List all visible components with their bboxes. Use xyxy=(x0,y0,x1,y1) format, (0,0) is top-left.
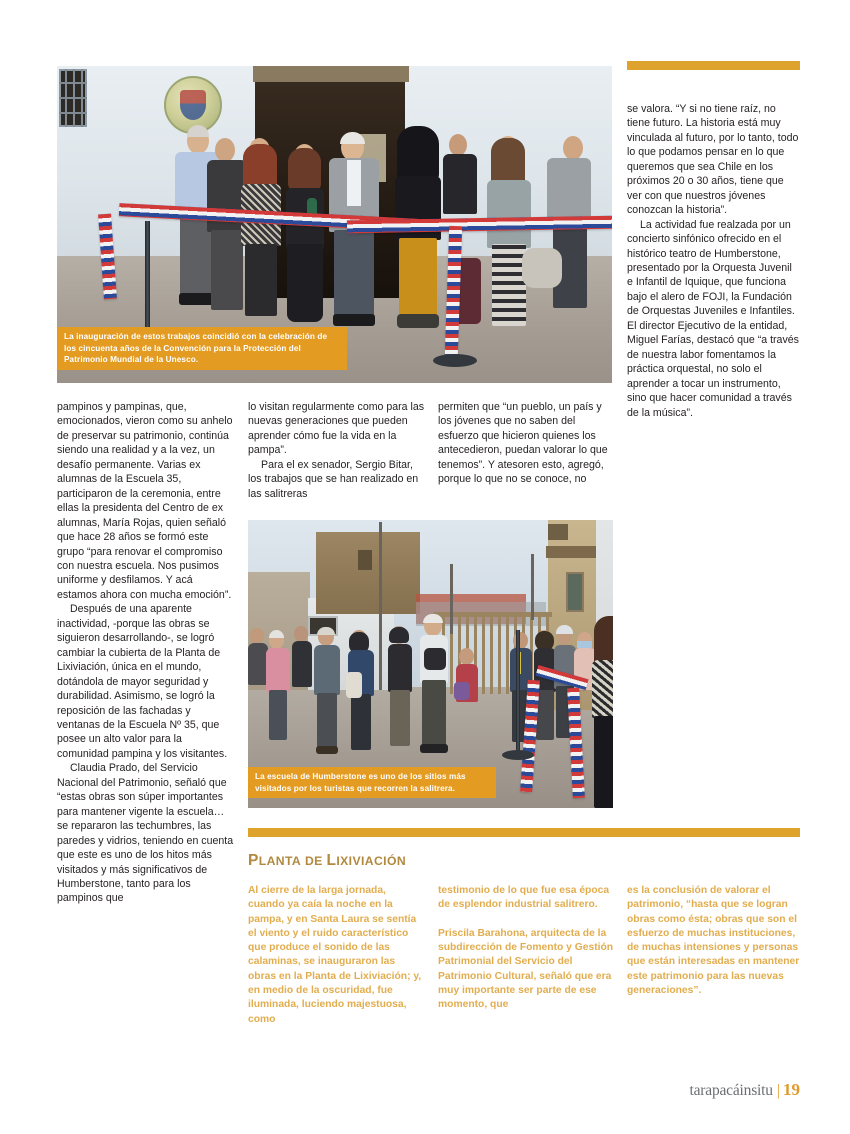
paragraph: permiten que “un pueblo, un país y los jóvenes que no saben del esfuerzo que hicieron quienes los antecedieron, puedan valorar lo que tenemos”. Y atesoren esto, agregó, porque lo que no se conoce, no xyxy=(438,401,608,486)
footer-divider: | xyxy=(776,1082,780,1099)
photo-caption-top: La inauguración de estos trabajos coincidió con la celebración de los cincuenta años de la Convención para la Protección del Patrimonio Mundial de la Unesco. xyxy=(57,327,347,370)
section-heading-text: DE xyxy=(304,854,323,868)
section-heading-text: L xyxy=(326,852,337,869)
paragraph: es la conclusión de valorar el patrimonio, “hasta que se logran obras como ésta; obras que son el esfuerzo de muchas instituciones, de muchas intensiones y personas que están interesadas en mantener este patrimonio para las nuevas generaciones”. xyxy=(627,885,800,997)
section-heading-text: P xyxy=(248,852,259,869)
paragraph: La actividad fue realzada por un concierto sinfónico ofrecido en el histórico teatro de Humberstone, presentado por la Orquesta Juvenil e Infantil de Iquique, que funciona bajo el alero de FOJI, la Fundación de Orquestas Juveniles e Infantiles. El director Ejecutivo de la entidad, Miguel Farías, destacó que “a través de nuestra labor fomentamos la práctica orquestal, no solo el aprender a tocar un instrumento, sino que hacer comunidad a través de la música”. xyxy=(627,218,799,419)
text-column-left xyxy=(57,400,234,906)
accent-rule-top-right xyxy=(627,61,800,70)
paragraph: Claudia Prado, del Servicio Nacional del Patrimonio, señaló que “estas obras son súper importantes para mantener vigente la escuela… se repararon las techumbres, las paredes y vidrios, teniendo en cuenta que este es uno de los hitos más visitados y más significativos de Humberstone, tanto para los pampinos que xyxy=(57,762,234,905)
photo-humberstone-visitors xyxy=(248,520,613,808)
paragraph: testimonio de lo que fue esa época de esplendor industrial salitrero. xyxy=(438,885,610,911)
paragraph: lo visitan regularmente como para las nuevas generaciones que pueden aprender cómo fue la vida en la pampa”. xyxy=(248,401,425,457)
section-heading-text: IXIVIACIÓN xyxy=(336,854,407,868)
section-heading-text: LANTA xyxy=(258,854,302,868)
text-column-right-middle xyxy=(438,400,615,487)
publication-brand: tarapacáinsitu xyxy=(689,1082,773,1099)
gold-column-1 xyxy=(248,884,425,1027)
paragraph: Priscila Barahona, arquitecta de la subdirección de Fomento y Gestión Patrimonial del Servicio del Patrimonio Cultural, señaló que era muy importante ser parte de ese momento, que xyxy=(438,927,614,1011)
section-heading xyxy=(248,852,406,870)
text-column-middle xyxy=(248,400,425,501)
paragraph: Al cierre de la larga jornada, cuando ya caía la noche en la pampa, y en Santa Laura se sentía el viento y el ruido característico que produce el sonido de las calaminas, se inauguraron las obras en la Planta de Lixiviación; y, en medio de la oscuridad, fue iluminada, luciendo majestuosa, como xyxy=(248,885,422,1025)
page-footer xyxy=(690,1080,800,1100)
photo-ribbon-cutting xyxy=(57,66,612,383)
text-column-right-top xyxy=(627,102,800,420)
page-number: 19 xyxy=(783,1080,800,1099)
paragraph: pampinos y pampinas, que, emocionados, vieron como su anhelo de preservar su patrimonio, continúa siendo una realidad y a la vez, un desafío permanente. Varias ex alumnas de la Escuela 35, participaron de la ceremonia, entre ellas la presidenta del Centro de ex alumnas, María Rojas, quien señaló que hace 28 años se formó este grupo “para renovar el compromiso con nuestra escuela. Nos pusimos uniforme y desfilamos. Y acá estamos ahora con mucha emoción”. xyxy=(57,401,233,601)
paragraph: Después de una aparente inactividad, -porque las obras se siguieron desarrollando-, se logró cambiar la cubierta de la Planta de Lixiviación, única en el mundo, dotándola de mayor seguridad y durabilidad. Asimismo, se logró la reposición de las fachadas y ventanas de la Escuela Nº 35, que posee un alto valor para la comunidad pampina y los visitantes. xyxy=(57,603,228,760)
accent-rule-section-divider xyxy=(248,828,800,837)
paragraph: se valora. “Y si no tiene raíz, no tiene futuro. La historia está muy vinculada al futuro, por lo tanto, todo lo que podamos pensar en lo que queremos que sea Chile en los próximos 20 o 30 años, tiene que ver con que nuestros jóvenes conozcan la historia”. xyxy=(627,103,799,217)
photo-caption-bottom: La escuela de Humberstone es uno de los sitios más visitados por los turistas que recorren la salitrera. xyxy=(248,767,496,798)
paragraph: Para el ex senador, Sergio Bitar, los trabajos que se han realizado en las salitreras xyxy=(248,458,419,500)
gold-column-2 xyxy=(438,884,615,1013)
gold-column-3 xyxy=(627,884,809,998)
